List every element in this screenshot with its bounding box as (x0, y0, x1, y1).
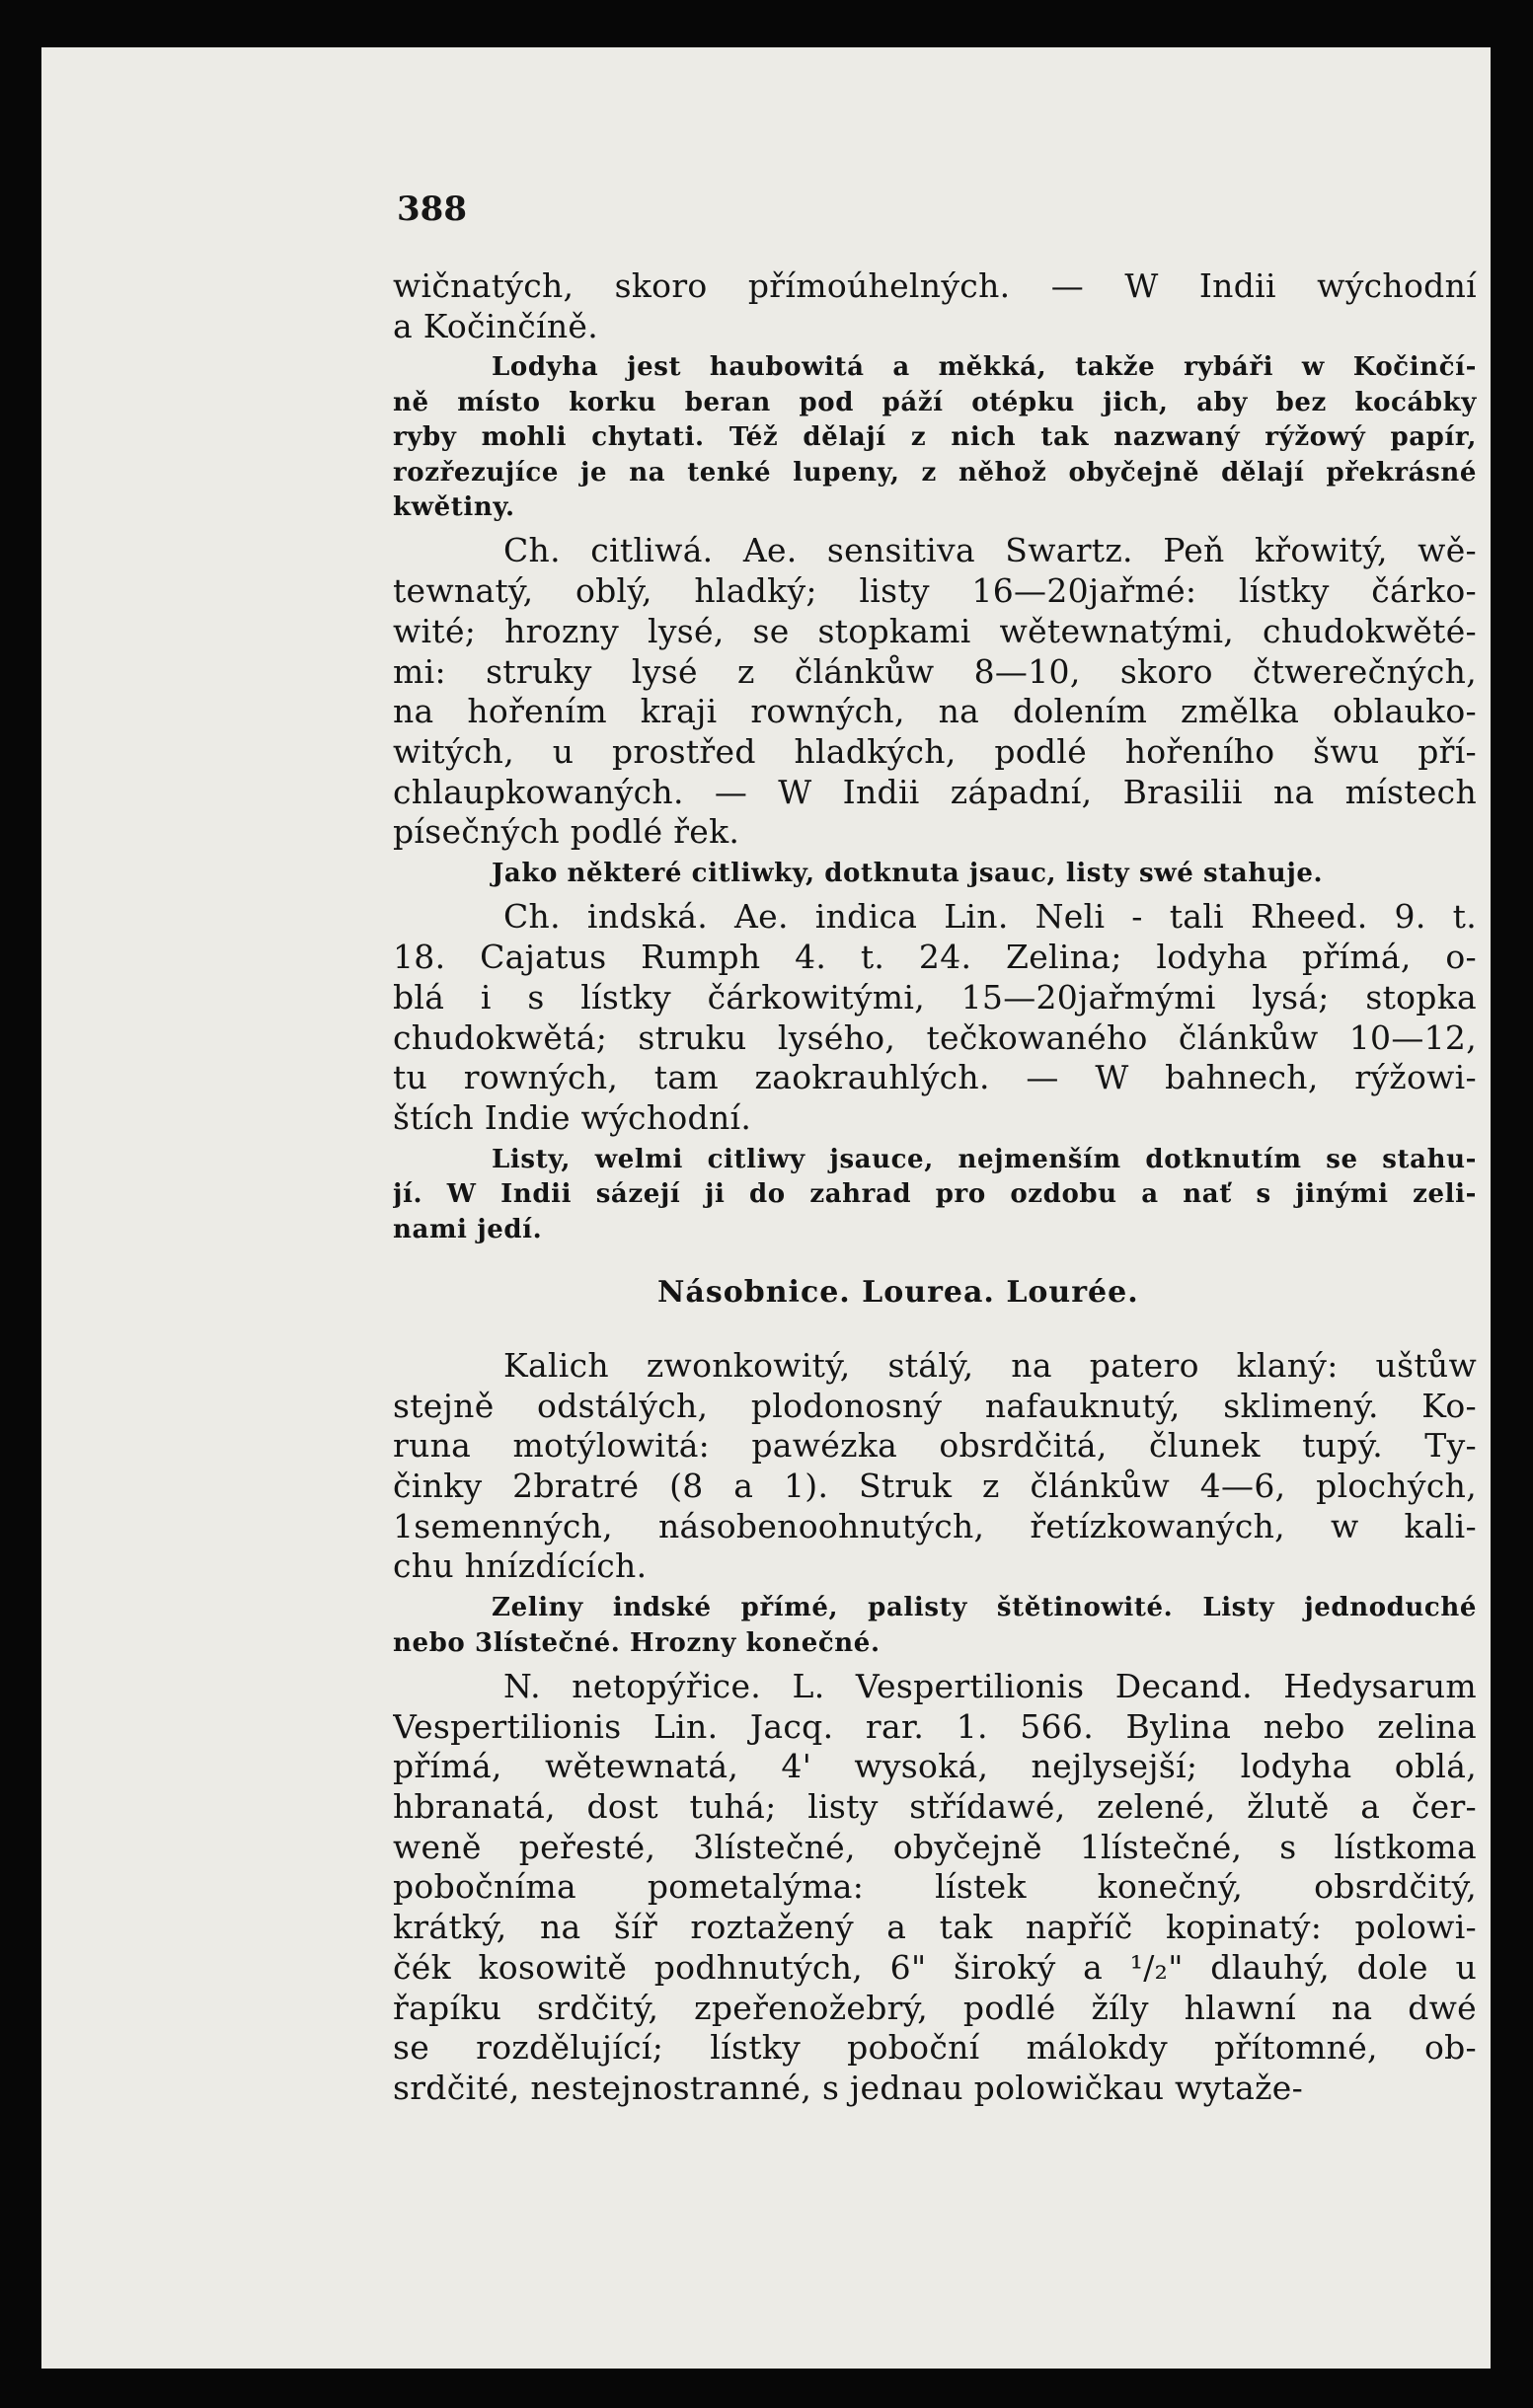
text-line: Ch. citliwá. Ae. sensitiva Swartz. Peň křowitý, wě- (503, 531, 1477, 570)
text-line: Násobnice. Lourea. Lourée. (657, 1274, 1139, 1310)
text-line: wité; hrozny lysé, se stopkami wětewnatými, chudokwěté- (393, 611, 1477, 650)
text-line: N. netopýřice. L. Vespertilionis Decand. Hedysarum (503, 1666, 1477, 1705)
text-line: krátký, na šíř roztažený a tak napříč kopinatý: polowi- (393, 1908, 1477, 1947)
text-line: činky 2bratré (8 a 1). Struk z článkůw 4—6, plochých, (393, 1467, 1477, 1506)
text-line: a Kočinčíně. (393, 306, 598, 345)
text-line: štích Indie wýchodní. (393, 1097, 752, 1137)
text-line: přímá, wětewnatá, 4' wysoká, nejlysejší; lodyha oblá, (393, 1747, 1477, 1786)
text-line: hbranatá, dost tuhá; listy střídawé, zelené, žlutě a čer- (393, 1787, 1477, 1827)
text-line: srdčité, nestejnostranné, s jednau polowičkau wytaže- (393, 2068, 1304, 2107)
text-line: nami jedí. (393, 1214, 543, 1244)
text-line: se rozdělující; lístky poboční málokdy přítomné, ob- (393, 2028, 1477, 2068)
text-line: kwětiny. (393, 492, 515, 523)
note-paragraph (393, 350, 1477, 525)
note-paragraph (393, 857, 1477, 891)
text-line: tu rowných, tam zaokrauhlých. — W bahnech, rýžowi- (393, 1058, 1477, 1097)
text-block (393, 266, 1477, 2109)
text-line: rozřezujíce je na tenké lupeny, z něhož obyčejně dělají překrásné (393, 457, 1477, 488)
paragraph (393, 266, 1477, 346)
text-line: ně místo korku beran pod páží otépku jich, aby bez kocábky (393, 387, 1477, 417)
text-line: řapíku srdčitý, zpeřenožebrý, podlé žíly hlawní na dwé (393, 1988, 1477, 2027)
text-line: písečných podlé řek. (393, 812, 740, 852)
text-line: mi: struky lysé z článkůw 8—10, skoro čtwerečných, (393, 651, 1477, 691)
text-line: Kalich zwonkowitý, stálý, na patero klaný: uštůw (503, 1345, 1477, 1385)
paragraph (393, 897, 1477, 1138)
paragraph (393, 531, 1477, 853)
text-line: chlaupkowaných. — W Indii západní, Brasilii na místech (393, 772, 1477, 811)
paragraph (393, 1346, 1477, 1587)
note-paragraph (393, 1591, 1477, 1661)
text-line: witých, u prostřed hladkých, podlé hořeního šwu pří- (393, 731, 1477, 771)
paragraph (393, 1667, 1477, 2109)
book-page (41, 47, 1491, 2369)
text-line: nebo 3lístečné. Hrozny konečné. (393, 1627, 881, 1658)
text-line: 1semenných, násobenoohnutých, řetízkowaných, w kali- (393, 1506, 1477, 1545)
text-line: Ch. indská. Ae. indica Lin. Neli - tali Rheed. 9. t. (503, 897, 1477, 937)
text-line: Zeliny indské přímé, palisty štětinowité. Listy jednoduché (492, 1593, 1477, 1623)
text-line: runa motýlowitá: pawézka obsrdčitá, člunek tupý. Ty- (393, 1426, 1477, 1466)
text-line: stejně odstálých, plodonosný nafauknutý, sklimený. Ko- (393, 1386, 1477, 1425)
note-paragraph (393, 1143, 1477, 1247)
page-number: 388 (397, 189, 467, 229)
text-line: Listy, welmi citliwy jsauce, nejmenším dotknutím se stahu- (492, 1144, 1477, 1174)
text-line: pobočníma pometalýma: lístek konečný, obsrdčitý, (393, 1867, 1477, 1907)
text-line: blá i s lístky čárkowitými, 15—20jařmými lysá; stopka (393, 977, 1477, 1016)
text-line: weně peřesté, 3lístečné, obyčejně 1lístečné, s lístkoma (393, 1827, 1477, 1866)
text-line: chu hnízdících. (393, 1546, 648, 1586)
text-line: Jako některé citliwky, dotknuta jsauc, listy swé stahuje. (492, 859, 1324, 889)
text-line: ryby mohli chytati. Též dělají z nich tak nazwaný rýžowý papír, (393, 422, 1477, 453)
text-line: na hořením kraji rowných, na dolením změlka oblauko- (393, 692, 1477, 731)
text-line: tewnatý, oblý, hladký; listy 16—20jařmé: lístky čárko- (393, 571, 1477, 611)
text-line: jí. W Indii sázejí ji do zahrad pro ozdobu a nať s jinými zeli- (393, 1179, 1477, 1210)
text-line: čék kosowitě podhnutých, 6" široký a ¹/₂" dlauhý, dole u (393, 1947, 1477, 1987)
text-line: 18. Cajatus Rumph 4. t. 24. Zelina; lodyha přímá, o- (393, 938, 1477, 977)
text-line: wičnatých, skoro přímoúhelných. — W Indii wýchodní (393, 266, 1477, 305)
text-line: chudokwětá; struku lysého, tečkowaného článkůw 10—12, (393, 1017, 1477, 1057)
text-line: Vespertilionis Lin. Jacq. rar. 1. 566. Bylina nebo zelina (393, 1706, 1477, 1746)
section-heading (393, 1273, 1477, 1313)
text-line: Lodyha jest haubowitá a měkká, takže rybáři w Kočinčí- (492, 352, 1477, 383)
